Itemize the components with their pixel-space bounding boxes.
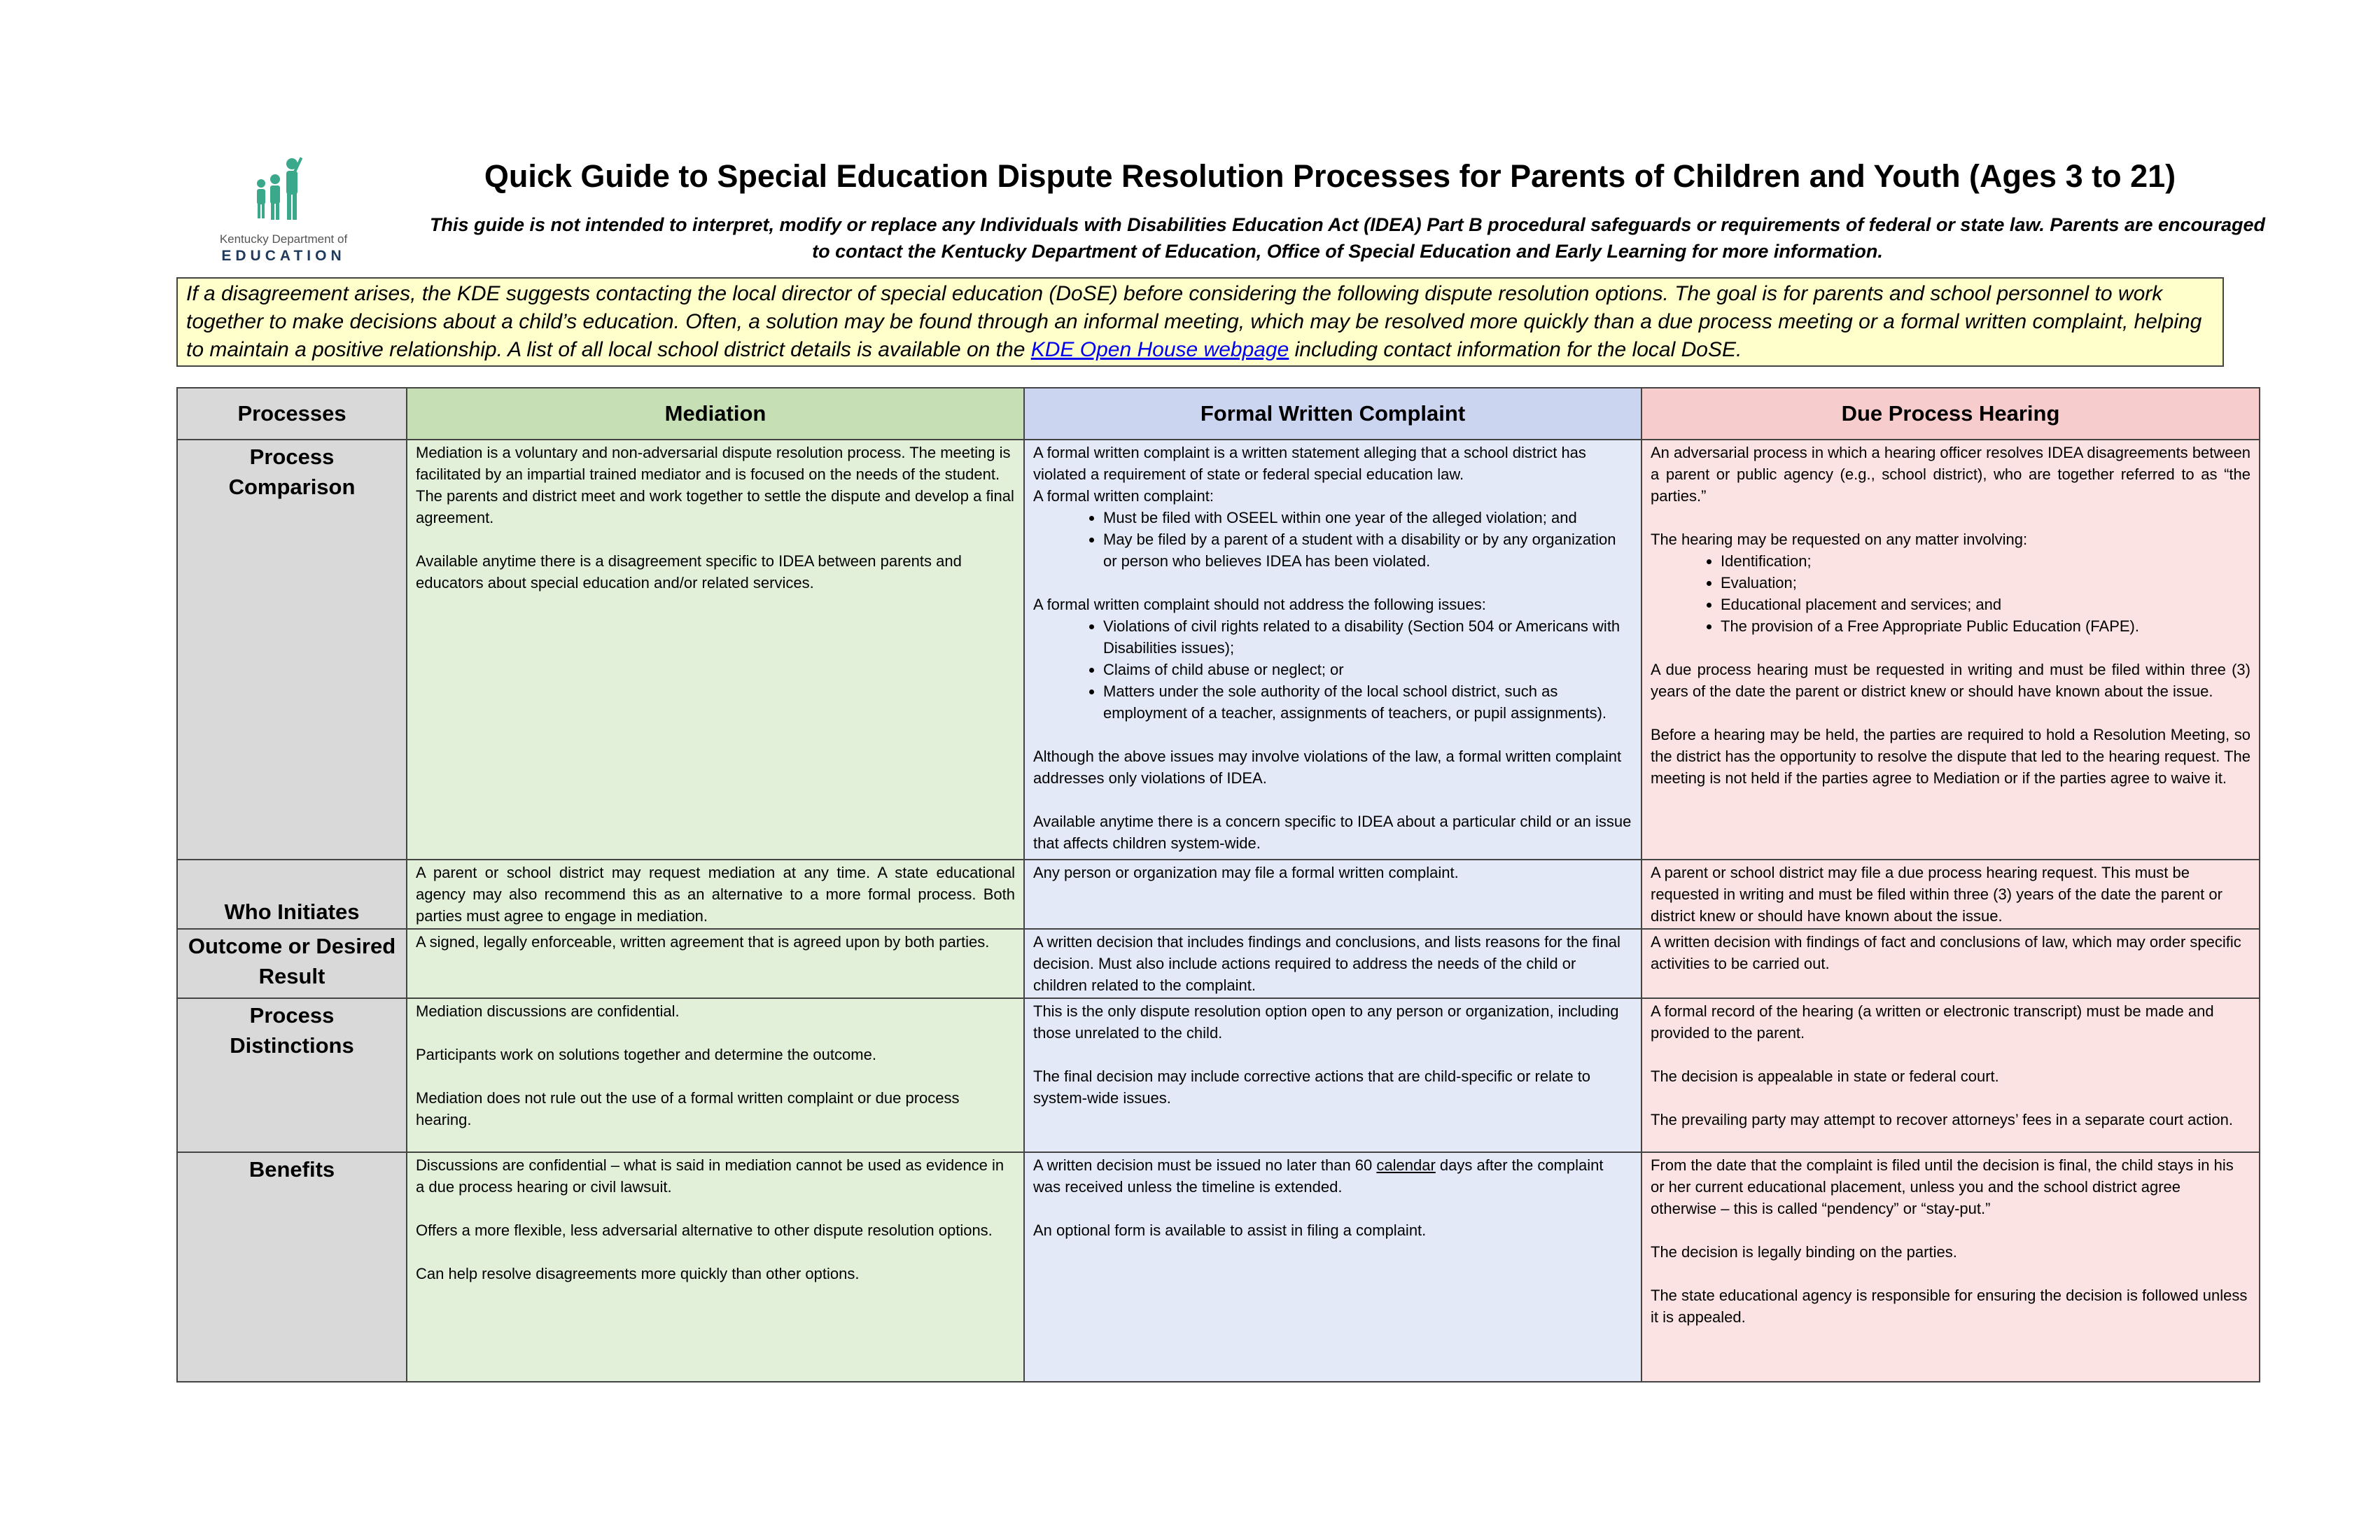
complaint-list-intro: A formal written complaint: (1033, 487, 1214, 505)
mediation-participants: Participants work on solutions together and determine the outcome. (416, 1046, 876, 1063)
complaint-corrective-actions: The final decision may include corrective actions that are child-specific or relate to system-wide issues. (1033, 1068, 1591, 1107)
list-item: • Matters under the sole authority of the local school district, such as employment of a teacher, assignments of teachers, or pupil assignments). (1103, 680, 1632, 724)
row-process-comparison (177, 440, 2260, 860)
complaint-process-comparison (1024, 440, 1642, 860)
complaint-requirements-list (1033, 507, 1632, 572)
complaint-benefit-form: An optional form is available to assist in filing a complaint. (1033, 1222, 1427, 1239)
due-who-initiates (1642, 860, 2260, 929)
list-item: • Evaluation; (1721, 572, 2250, 594)
mediation-availability: Available anytime there is a disagreement specific to IDEA between parents and educators about special education and/or related services. (416, 552, 962, 592)
due-benefit-stay-put: From the date that the complaint is filed until the decision is final, the child stays in his or her current educational placement, unless you and the school district agree otherwise – this is called “pendency” or “stay-put.” (1651, 1156, 2234, 1217)
complaint-description: A formal written complaint is a written statement alleging that a school district has violated a requirement of state or federal special education law. (1033, 444, 1586, 483)
mediation-distinctions (407, 998, 1024, 1152)
row-process-distinctions (177, 998, 2260, 1152)
row-benefits (177, 1152, 2260, 1382)
row-who-initiates (177, 860, 2260, 929)
complaint-availability: Available anytime there is a concern specific to IDEA about a particular child or an issue that affects children system-wide. (1033, 813, 1632, 852)
comparison-table (176, 387, 2260, 1382)
mediation-confidential: Mediation discussions are confidential. (416, 1002, 680, 1020)
list-item: • The provision of a Free Appropriate Public Education (FAPE). (1721, 615, 2250, 637)
due-filing-deadline: A due process hearing must be requested in writing and must be filed within three (3) years of the date the parent or district knew or should have known about the issue. (1651, 661, 2250, 700)
logo-text-department: Kentucky Department of (219, 232, 348, 246)
due-outcome-text: A written decision with findings of fact and conclusions of law, which may order specific activities to be carried out. (1651, 933, 2241, 972)
list-item: • Violations of civil rights related to a disability (Section 504 or Americans with Disabilities issues); (1103, 615, 1632, 659)
complaint-exclusions-list (1033, 615, 1632, 724)
intro-text-end: including contact information for the local DoSE. (1289, 338, 1742, 361)
subtitle-line-1: This guide is not intended to interpret, modify or replace any Individuals with Disabilities Education Act (IDEA) Part B procedural safeguards or requirements of federal or state law. Parents are encouraged (429, 214, 2266, 235)
due-appealable: The decision is appealable in state or federal court. (1651, 1068, 1999, 1085)
calendar-emphasis: calendar (1376, 1156, 1436, 1174)
row-label-outcome: Outcome or Desired Result (177, 929, 407, 998)
kde-logo (210, 154, 357, 266)
header-processes: Processes (177, 388, 407, 440)
complaint-initiates-text: Any person or organization may file a formal written complaint. (1033, 864, 1459, 881)
deadline-text: A written decision must be issued no later than 60 (1033, 1156, 1377, 1174)
list-item: • Must be filed with OSEEL within one year of the alleged violation; and (1103, 507, 1632, 528)
complaint-benefits (1024, 1152, 1642, 1382)
page-subtitle (420, 211, 2275, 265)
complaint-benefit-deadline (1033, 1154, 1632, 1198)
due-matters-list (1651, 550, 2250, 637)
due-initiates-text: A parent or school district may file a due process hearing request. This must be requested in writing and must be filed within three (3) years of the date the parent or district knew or should have known about the issue. (1651, 864, 2222, 925)
due-outcome (1642, 929, 2260, 998)
mediation-description: Mediation is a voluntary and non-adversarial dispute resolution process. The meeting is facilitated by an impartial trained mediator and is focused on the needs of the student. The parents and district meet and work together to settle the dispute and develop a final agreement. (416, 444, 1014, 526)
complaint-who-initiates (1024, 860, 1642, 929)
intro-callout (176, 277, 2224, 367)
due-list-intro: The hearing may be requested on any matter involving: (1651, 531, 2028, 548)
due-attorney-fees: The prevailing party may attempt to recover attorneys’ fees in a separate court action. (1651, 1111, 2233, 1128)
due-process-comparison (1642, 440, 2260, 860)
complaint-outcome-text: A written decision that includes findings and conclusions, and lists reasons for the final decision. Must also include actions required to address the needs of the child or children related to the complaint. (1033, 933, 1620, 994)
logo-text-education: EDUCATION (221, 248, 346, 264)
complaint-distinctions (1024, 998, 1642, 1152)
due-benefit-enforcement: The state educational agency is responsible for ensuring the decision is followed unless it is appealed. (1651, 1287, 2248, 1326)
mediation-outcome-text: A signed, legally enforceable, written agreement that is agreed upon by both parties. (416, 933, 990, 951)
mediation-benefit-flexible: Offers a more flexible, less adversarial alternative to other dispute resolution options. (416, 1222, 993, 1239)
intro-text: If a disagreement arises, the KDE suggests contacting the local director of special education (DoSE) before considering the following dispute resolution options. The goal is for parents and school personnel to work together to make decisions about a child’s education. Often, a solution may be found through an informal meeting, which may be resolved more quickly than a due process meeting or a formal written complaint, helping to maintain a positive relationship. A list of all local school district details is available on the (186, 282, 2202, 361)
list-item: • Identification; (1721, 550, 2250, 572)
due-resolution-meeting: Before a hearing may be held, the parties are required to hold a Resolution Meeting, so the district has the opportunity to resolve the dispute that led to the hearing request. The meeting is not held if the parties agree to Mediation or if the parties agree to waive it. (1651, 726, 2250, 787)
complaint-exclusions-intro: A formal written complaint should not address the following issues: (1033, 596, 1486, 613)
list-item: • Educational placement and services; and (1721, 594, 2250, 615)
mediation-benefit-confidential: Discussions are confidential – what is said in mediation cannot be used as evidence in a due process hearing or civil lawsuit. (416, 1156, 1004, 1196)
row-outcome (177, 929, 2260, 998)
header-row (177, 388, 2260, 440)
kde-open-house-link[interactable]: KDE Open House webpage (1030, 338, 1289, 361)
list-item: • Claims of child abuse or neglect; or (1103, 659, 1632, 680)
complaint-scope-note: Although the above issues may involve violations of the law, a formal written complaint addresses only violations of IDEA. (1033, 748, 1622, 787)
subtitle-line-2: to contact the Kentucky Department of Education, Office of Special Education and Early Learning for more information. (812, 241, 1883, 262)
row-label-who-initiates: Who Initiates (177, 860, 407, 929)
complaint-open-to-any: This is the only dispute resolution option open to any person or organization, including those unrelated to the child. (1033, 1002, 1619, 1042)
row-label-benefits: Benefits (177, 1152, 407, 1382)
page-title: Quick Guide to Special Education Dispute Resolution Processes for Parents of Children and Youth (Ages 3 to 21) (484, 158, 2176, 194)
deadline-text-end: days after the complaint was received unless the timeline is extended. (1033, 1156, 1604, 1196)
header-due-process-hearing: Due Process Hearing (1642, 388, 2260, 440)
row-label-process-distinctions: Process Distinctions (177, 998, 407, 1152)
mediation-initiates-text: A parent or school district may request mediation at any time. A state educational agency may also recommend this as an alternative to a more formal process. Both parties must agree to engage in mediation. (416, 864, 1015, 925)
mediation-not-exclusive: Mediation does not rule out the use of a formal written complaint or due process hearing. (416, 1089, 960, 1128)
header-formal-written-complaint: Formal Written Complaint (1024, 388, 1642, 440)
due-distinctions (1642, 998, 2260, 1152)
mediation-who-initiates (407, 860, 1024, 929)
mediation-benefit-quicker: Can help resolve disagreements more quickly than other options. (416, 1265, 860, 1282)
due-formal-record: A formal record of the hearing (a written or electronic transcript) must be made and provided to the parent. (1651, 1002, 2214, 1042)
row-label-process-comparison: Process Comparison (177, 440, 407, 860)
complaint-outcome (1024, 929, 1642, 998)
list-item: • May be filed by a parent of a student with a disability or by any organization or person who believes IDEA has been violated. (1103, 528, 1632, 572)
mediation-benefits (407, 1152, 1024, 1382)
children-silhouette-icon (248, 154, 312, 224)
due-benefit-binding: The decision is legally binding on the parties. (1651, 1243, 1957, 1261)
header-mediation: Mediation (407, 388, 1024, 440)
mediation-process-comparison (407, 440, 1024, 860)
mediation-outcome (407, 929, 1024, 998)
due-benefits (1642, 1152, 2260, 1382)
due-description: An adversarial process in which a hearing officer resolves IDEA disagreements between a parent or public agency (e.g., school district), who are together referred to as “the parties.” (1651, 444, 2250, 505)
